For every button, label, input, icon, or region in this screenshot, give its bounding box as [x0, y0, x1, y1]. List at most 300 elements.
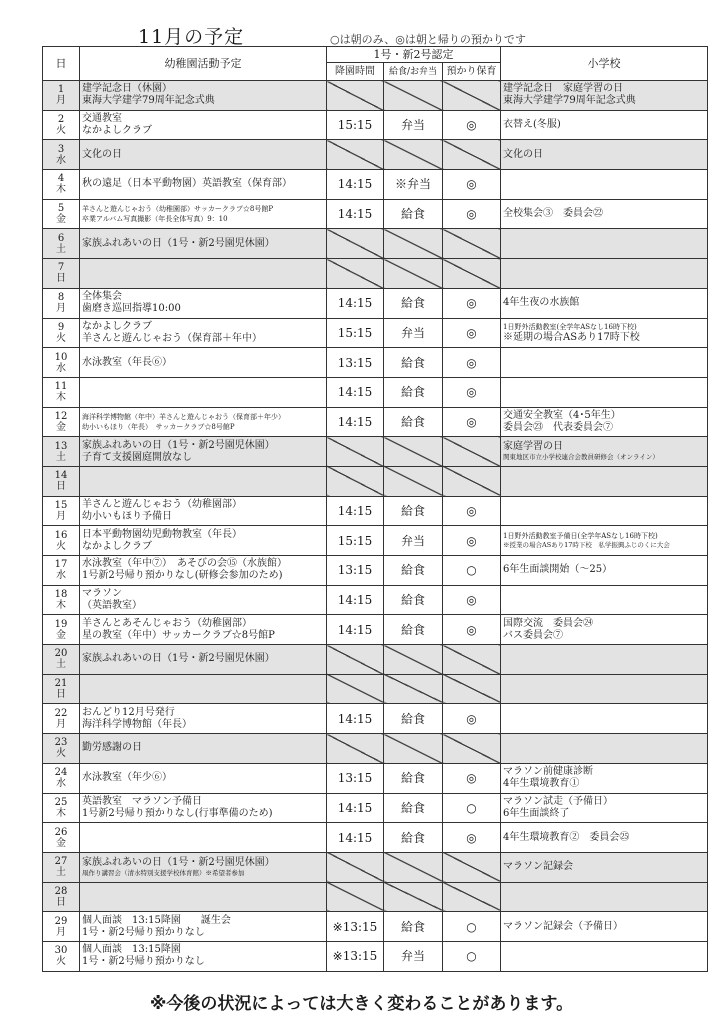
- schedule-row: [43, 318, 708, 348]
- day-number: 30: [54, 945, 68, 957]
- date-cell: [43, 377, 80, 407]
- lunch-cell: 給食: [384, 348, 443, 378]
- weekday: 火: [56, 540, 66, 552]
- schedule-row: [43, 407, 708, 437]
- date-cell: [43, 734, 80, 764]
- kindergarten-activity-cell: [80, 585, 327, 615]
- kindergarten-activity-cell: [80, 496, 327, 526]
- kindergarten-activity-cell: [80, 110, 327, 140]
- lunch-cell: 弁当: [384, 526, 443, 556]
- day-number: 17: [54, 559, 68, 571]
- dismissal-time-cell: 14:15: [327, 793, 384, 823]
- lunch-cell: 給食: [384, 556, 443, 586]
- kindergarten-activity-line-1: 家族ふれあいの日（1号・新2号園児休園）: [82, 237, 275, 249]
- elementary-school-cell: [501, 140, 708, 170]
- elementary-school-cell: [501, 704, 708, 734]
- weekday: 月: [56, 303, 66, 315]
- childcare-cell: ○: [443, 912, 501, 942]
- kindergarten-activity-line-1: 日本平動物園幼児動物教室（年長）: [82, 528, 242, 540]
- date-cell: [43, 585, 80, 615]
- date-cell: [43, 645, 80, 675]
- kindergarten-activity-line-1: 家族ふれあいの日（1号・新2号園児休園）: [82, 439, 275, 451]
- date-cell: [43, 823, 80, 853]
- school-event-line-1: 6年生面談開始（〜25）: [503, 564, 613, 576]
- childcare-cell: ○: [443, 793, 501, 823]
- childcare-cell: [443, 140, 501, 170]
- kindergarten-activity-line-1: おんどり12月号発行: [82, 706, 175, 718]
- weekday: 日: [56, 896, 66, 908]
- childcare-cell: [443, 466, 501, 496]
- schedule-row: [43, 912, 708, 942]
- elementary-school-cell: [501, 615, 708, 645]
- dismissal-time-cell: [327, 852, 384, 882]
- elementary-school-cell: [501, 81, 708, 111]
- childcare-cell: ◎: [443, 377, 501, 407]
- date-cell: [43, 466, 80, 496]
- weekday: 火: [56, 332, 66, 344]
- dismissal-time-cell: 14:15: [327, 377, 384, 407]
- kindergarten-activity-cell: [80, 81, 327, 111]
- schedule-row: [43, 170, 708, 200]
- weekday: 木: [56, 807, 66, 819]
- lunch-cell: ※弁当: [384, 170, 443, 200]
- kindergarten-activity-cell: [80, 912, 327, 942]
- elementary-school-cell: [501, 941, 708, 971]
- weekday: 水: [56, 778, 66, 790]
- weekday: 月: [56, 95, 66, 107]
- school-event-line-2: 4年生環境教育①: [503, 778, 580, 790]
- school-event-line-2: 委員会㉓ 代表委員会⑦: [503, 421, 614, 433]
- kindergarten-activity-cell: [80, 229, 327, 259]
- schedule-row: [43, 466, 708, 496]
- header-certification-group: 1号・新2号認定: [327, 47, 501, 63]
- header-date: 日: [43, 47, 80, 81]
- weekday: 木: [56, 184, 66, 196]
- day-number: 26: [54, 826, 68, 838]
- day-number: 15: [54, 499, 68, 511]
- schedule-row: [43, 140, 708, 170]
- date-cell: [43, 556, 80, 586]
- dismissal-time-cell: [327, 882, 384, 912]
- childcare-cell: ◎: [443, 763, 501, 793]
- elementary-school-cell: [501, 823, 708, 853]
- kindergarten-activity-line-1: 交通教室: [82, 113, 122, 125]
- day-number: 6: [57, 232, 65, 244]
- dismissal-time-cell: 14:15: [327, 288, 384, 318]
- school-event-line-1: 建学記念日 家庭学習の日: [503, 83, 624, 95]
- dismissal-time-cell: 15:15: [327, 110, 384, 140]
- kindergarten-activity-line-2: 卒業アルバム写真撮影（年長全体写真）9：10: [82, 215, 228, 224]
- date-cell: [43, 110, 80, 140]
- childcare-cell: ◎: [443, 407, 501, 437]
- date-cell: [43, 259, 80, 289]
- childcare-cell: [443, 81, 501, 111]
- elementary-school-cell: [501, 437, 708, 467]
- lunch-cell: 給食: [384, 763, 443, 793]
- childcare-cell: [443, 734, 501, 764]
- dismissal-time-cell: 14:15: [327, 615, 384, 645]
- childcare-cell: ◎: [443, 199, 501, 229]
- schedule-row: [43, 199, 708, 229]
- day-number: 18: [54, 589, 68, 601]
- weekday: 金: [56, 214, 66, 226]
- weekday: 土: [56, 451, 66, 463]
- footer-note: ※今後の状況によっては大きく変わることがあります。: [149, 994, 574, 1014]
- elementary-school-cell: [501, 526, 708, 556]
- weekday: 土: [56, 659, 66, 671]
- kindergarten-activity-line-1: 文化の日: [82, 148, 122, 160]
- elementary-school-cell: [501, 882, 708, 912]
- childcare-cell: ◎: [443, 615, 501, 645]
- elementary-school-cell: [501, 585, 708, 615]
- childcare-cell: ◎: [443, 288, 501, 318]
- kindergarten-activity-line-1: なかよしクラブ: [82, 320, 152, 332]
- childcare-cell: [443, 645, 501, 675]
- day-number: 23: [54, 737, 68, 749]
- dismissal-time-cell: [327, 466, 384, 496]
- kindergarten-activity-line-2: 星の教室（年中）サッカークラブ☆8号館P: [82, 629, 275, 641]
- lunch-cell: [384, 466, 443, 496]
- elementary-school-cell: [501, 556, 708, 586]
- kindergarten-activity-line-1: 羊さんと遊んじゃおう（幼稚園部）: [82, 498, 242, 510]
- schedule-row: [43, 437, 708, 467]
- lunch-cell: [384, 140, 443, 170]
- day-number: 16: [54, 529, 68, 541]
- header-childcare: 預かり保育: [443, 63, 501, 81]
- header-lunch: 給食/お弁当: [384, 63, 443, 81]
- dismissal-time-cell: ※13:15: [327, 941, 384, 971]
- schedule-row: [43, 674, 708, 704]
- dismissal-time-cell: [327, 437, 384, 467]
- kindergarten-activity-cell: [80, 734, 327, 764]
- day-number: 10: [54, 351, 68, 363]
- school-event-line-1: マラソン前健康診断: [503, 766, 594, 778]
- lunch-cell: 給食: [384, 823, 443, 853]
- weekday: 日: [56, 273, 66, 285]
- weekday: 水: [56, 570, 66, 582]
- page-title: 11月の予定: [138, 26, 245, 48]
- kindergarten-activity-line-2: 1号新2号帰り預かりなし(研修会参加のため): [82, 570, 283, 582]
- dismissal-time-cell: 14:15: [327, 170, 384, 200]
- date-cell: [43, 763, 80, 793]
- schedule-row: [43, 734, 708, 764]
- elementary-school-cell: [501, 318, 708, 348]
- elementary-school-cell: [501, 734, 708, 764]
- kindergarten-activity-line-1: 水泳教室（年長⑥）: [82, 356, 172, 368]
- schedule-table: [42, 46, 708, 972]
- kindergarten-activity-cell: [80, 466, 327, 496]
- kindergarten-activity-line-2: なかよしクラブ: [82, 125, 152, 137]
- weekday: 金: [56, 837, 66, 849]
- kindergarten-activity-line-2: 1号・新2号帰り預かりなし: [82, 926, 205, 938]
- dismissal-time-cell: [327, 259, 384, 289]
- date-cell: [43, 793, 80, 823]
- school-event-line-2: ※延期の場合ASあり17時下校: [503, 331, 640, 343]
- date-cell: [43, 81, 80, 111]
- schedule-row: [43, 377, 708, 407]
- kindergarten-activity-cell: [80, 199, 327, 229]
- kindergarten-activity-line-2: 歯磨き巡回指導10:00: [82, 303, 181, 315]
- day-number: 24: [54, 767, 68, 779]
- schedule-row: [43, 526, 708, 556]
- schedule-row: [43, 585, 708, 615]
- dismissal-time-cell: 15:15: [327, 526, 384, 556]
- kindergarten-activity-line-1: 家族ふれあいの日（1号・新2号園児休園）: [82, 653, 275, 665]
- dismissal-time-cell: [327, 734, 384, 764]
- dismissal-time-cell: 13:15: [327, 763, 384, 793]
- school-event-line-1: マラソン記録会（予備日）: [503, 920, 624, 932]
- elementary-school-cell: [501, 229, 708, 259]
- dismissal-time-cell: 14:15: [327, 407, 384, 437]
- kindergarten-activity-cell: [80, 882, 327, 912]
- school-event-line-2: バス委員会⑦: [503, 629, 564, 641]
- day-number: 27: [54, 856, 68, 868]
- schedule-row: [43, 852, 708, 882]
- school-event-line-1: マラソン試走（予備日）: [503, 795, 614, 807]
- day-number: 1: [57, 84, 65, 96]
- school-event-line-1: 全校集会③ 委員会㉒: [503, 208, 604, 220]
- kindergarten-activity-line-2: 幼小いもほり予備日: [82, 510, 172, 522]
- kindergarten-activity-cell: [80, 318, 327, 348]
- kindergarten-activity-cell: [80, 140, 327, 170]
- day-number: 19: [54, 618, 68, 630]
- lunch-cell: [384, 734, 443, 764]
- date-cell: [43, 318, 80, 348]
- school-event-line-2: 東海大学建学79周年記念式典: [503, 95, 636, 107]
- school-event-line-1: 家庭学習の日: [503, 441, 564, 453]
- kindergarten-activity-line-1: 全体集会: [82, 291, 122, 303]
- dismissal-time-cell: [327, 140, 384, 170]
- school-event-line-2: 6年生面談終了: [503, 807, 570, 819]
- childcare-cell: [443, 882, 501, 912]
- school-event-line-1: 4年生夜の水族館: [503, 297, 580, 309]
- weekday: 火: [56, 125, 66, 137]
- date-cell: [43, 170, 80, 200]
- kindergarten-activity-line-1: 羊さんとあそんじゃおう（幼稚園部）: [82, 617, 252, 629]
- schedule-row: [43, 793, 708, 823]
- elementary-school-cell: [501, 348, 708, 378]
- kindergarten-activity-cell: [80, 645, 327, 675]
- date-cell: [43, 437, 80, 467]
- elementary-school-cell: [501, 407, 708, 437]
- schedule-row: [43, 259, 708, 289]
- kindergarten-activity-cell: [80, 526, 327, 556]
- school-event-line-1: 4年生環境教育② 委員会㉕: [503, 831, 630, 843]
- weekday: 金: [56, 421, 66, 433]
- kindergarten-activity-line-1: 秋の遠足（日本平動物園）英語教室（保育部）: [82, 178, 292, 190]
- day-number: 7: [57, 262, 65, 274]
- schedule-row: [43, 645, 708, 675]
- weekday: 火: [56, 956, 66, 968]
- childcare-cell: ◎: [443, 110, 501, 140]
- weekday: 水: [56, 154, 66, 166]
- day-number: 29: [54, 915, 68, 927]
- date-cell: [43, 912, 80, 942]
- schedule-row: [43, 882, 708, 912]
- date-cell: [43, 882, 80, 912]
- weekday: 月: [56, 926, 66, 938]
- weekday: 日: [56, 481, 66, 493]
- dismissal-time-cell: 13:15: [327, 556, 384, 586]
- childcare-cell: ◎: [443, 526, 501, 556]
- elementary-school-cell: [501, 288, 708, 318]
- date-cell: [43, 407, 80, 437]
- school-event-line-2: 関東地区市立小学校連合会教員研修会（オンライン）: [503, 453, 659, 462]
- childcare-cell: ◎: [443, 704, 501, 734]
- lunch-cell: 給食: [384, 912, 443, 942]
- kindergarten-activity-cell: [80, 288, 327, 318]
- kindergarten-activity-line-1: マラソン: [82, 588, 122, 600]
- kindergarten-activity-line-2: 東海大学建学79周年記念式典: [82, 95, 215, 107]
- school-event-line-1: 交通安全教室（4･5年生）: [503, 409, 621, 421]
- lunch-cell: 給食: [384, 615, 443, 645]
- schedule-row: [43, 615, 708, 645]
- lunch-cell: [384, 437, 443, 467]
- kindergarten-activity-cell: [80, 437, 327, 467]
- kindergarten-activity-line-2: 子育て支援園庭開放なし: [82, 451, 192, 463]
- elementary-school-cell: [501, 793, 708, 823]
- date-cell: [43, 526, 80, 556]
- school-event-line-2: ※授業の場合ASあり17時下校 私学振興ふじのくに大会: [503, 541, 670, 550]
- elementary-school-cell: [501, 496, 708, 526]
- schedule-row: [43, 496, 708, 526]
- dismissal-time-cell: 14:15: [327, 585, 384, 615]
- childcare-cell: [443, 437, 501, 467]
- date-cell: [43, 288, 80, 318]
- kindergarten-activity-cell: [80, 407, 327, 437]
- day-number: 3: [57, 143, 65, 155]
- lunch-cell: 給食: [384, 288, 443, 318]
- date-cell: [43, 348, 80, 378]
- weekday: 月: [56, 510, 66, 522]
- weekday: 水: [56, 362, 66, 374]
- schedule-row: [43, 110, 708, 140]
- dismissal-time-cell: 14:15: [327, 823, 384, 853]
- kindergarten-activity-line-2: 幼小いもほり（年長） サッカークラブ☆8号館P: [82, 422, 235, 431]
- date-cell: [43, 704, 80, 734]
- date-cell: [43, 496, 80, 526]
- day-number: 14: [54, 470, 68, 482]
- dismissal-time-cell: [327, 674, 384, 704]
- lunch-cell: [384, 674, 443, 704]
- kindergarten-activity-cell: [80, 852, 327, 882]
- childcare-cell: [443, 229, 501, 259]
- lunch-cell: [384, 882, 443, 912]
- kindergarten-activity-cell: [80, 259, 327, 289]
- elementary-school-cell: [501, 674, 708, 704]
- childcare-cell: ◎: [443, 170, 501, 200]
- header-dismissal-time: 降園時間: [327, 63, 384, 81]
- kindergarten-activity-line-2: 凧作り講習会（清水特別支援学校体育館）※希望者参加: [82, 868, 245, 877]
- kindergarten-activity-cell: [80, 674, 327, 704]
- weekday: 土: [56, 867, 66, 879]
- kindergarten-activity-cell: [80, 793, 327, 823]
- schedule-row: [43, 556, 708, 586]
- school-event-line-1: マラソン記録会: [503, 861, 574, 873]
- schedule-row: [43, 763, 708, 793]
- lunch-cell: 給食: [384, 199, 443, 229]
- schedule-row: [43, 81, 708, 111]
- lunch-cell: 給食: [384, 496, 443, 526]
- weekday: 月: [56, 718, 66, 730]
- kindergarten-activity-line-1: 個人面談 13:15降園 誕生会: [82, 914, 231, 926]
- day-number: 4: [57, 173, 65, 185]
- kindergarten-activity-line-1: 羊さんと遊んじゃおう（幼稚園部）サッカークラブ☆8号館P: [82, 205, 274, 214]
- kindergarten-activity-cell: [80, 348, 327, 378]
- lunch-cell: 給食: [384, 793, 443, 823]
- day-number: 22: [54, 707, 68, 719]
- schedule-row: [43, 704, 708, 734]
- lunch-cell: 給食: [384, 585, 443, 615]
- weekday: 土: [56, 243, 66, 255]
- kindergarten-activity-line-1: 勤労感謝の日: [82, 742, 142, 754]
- elementary-school-cell: [501, 110, 708, 140]
- elementary-school-cell: [501, 763, 708, 793]
- date-cell: [43, 199, 80, 229]
- dismissal-time-cell: 14:15: [327, 496, 384, 526]
- lunch-cell: 弁当: [384, 110, 443, 140]
- day-number: 28: [54, 885, 68, 897]
- childcare-cell: [443, 852, 501, 882]
- dismissal-time-cell: [327, 81, 384, 111]
- day-number: 5: [57, 203, 65, 215]
- kindergarten-activity-cell: [80, 941, 327, 971]
- childcare-cell: [443, 259, 501, 289]
- kindergarten-activity-line-2: 海洋科学博物館（年長）: [82, 718, 192, 730]
- day-number: 21: [54, 678, 68, 690]
- header-kindergarten: 幼稚園活動予定: [80, 47, 327, 81]
- day-number: 12: [54, 410, 68, 422]
- childcare-cell: [443, 674, 501, 704]
- day-number: 20: [54, 648, 68, 660]
- lunch-cell: [384, 259, 443, 289]
- dismissal-time-cell: 15:15: [327, 318, 384, 348]
- elementary-school-cell: [501, 912, 708, 942]
- weekday: 木: [56, 392, 66, 404]
- weekday: 日: [56, 689, 66, 701]
- childcare-cell: ◎: [443, 348, 501, 378]
- weekday: 金: [56, 629, 66, 641]
- day-number: 9: [57, 321, 65, 333]
- elementary-school-cell: [501, 645, 708, 675]
- school-event-line-1: 国際交流 委員会㉔: [503, 617, 594, 629]
- schedule-row: [43, 823, 708, 853]
- kindergarten-activity-cell: [80, 763, 327, 793]
- kindergarten-activity-line-2: 羊さんと遊んじゃおう（保育部＋年中）: [82, 332, 262, 344]
- day-number: 2: [57, 114, 65, 126]
- day-number: 25: [54, 796, 68, 808]
- kindergarten-activity-line-1: 英語教室 マラソン予備日: [82, 795, 202, 807]
- legend-note: ○は朝のみ、◎は朝と帰りの預かりです: [330, 33, 526, 46]
- dismissal-time-cell: 14:15: [327, 199, 384, 229]
- kindergarten-activity-cell: [80, 377, 327, 407]
- school-event-line-1: 1日野外活動教室予備日(全学年ASなし16時下校): [503, 532, 658, 541]
- date-cell: [43, 941, 80, 971]
- childcare-cell: ◎: [443, 585, 501, 615]
- elementary-school-cell: [501, 170, 708, 200]
- weekday: 火: [56, 748, 66, 760]
- lunch-cell: 弁当: [384, 318, 443, 348]
- kindergarten-activity-cell: [80, 615, 327, 645]
- date-cell: [43, 140, 80, 170]
- lunch-cell: 給食: [384, 377, 443, 407]
- lunch-cell: [384, 81, 443, 111]
- elementary-school-cell: [501, 377, 708, 407]
- kindergarten-activity-line-1: 個人面談 13:15降園: [82, 944, 181, 956]
- date-cell: [43, 674, 80, 704]
- dismissal-time-cell: [327, 645, 384, 675]
- kindergarten-activity-line-1: 建学記念日（休園）: [82, 83, 172, 95]
